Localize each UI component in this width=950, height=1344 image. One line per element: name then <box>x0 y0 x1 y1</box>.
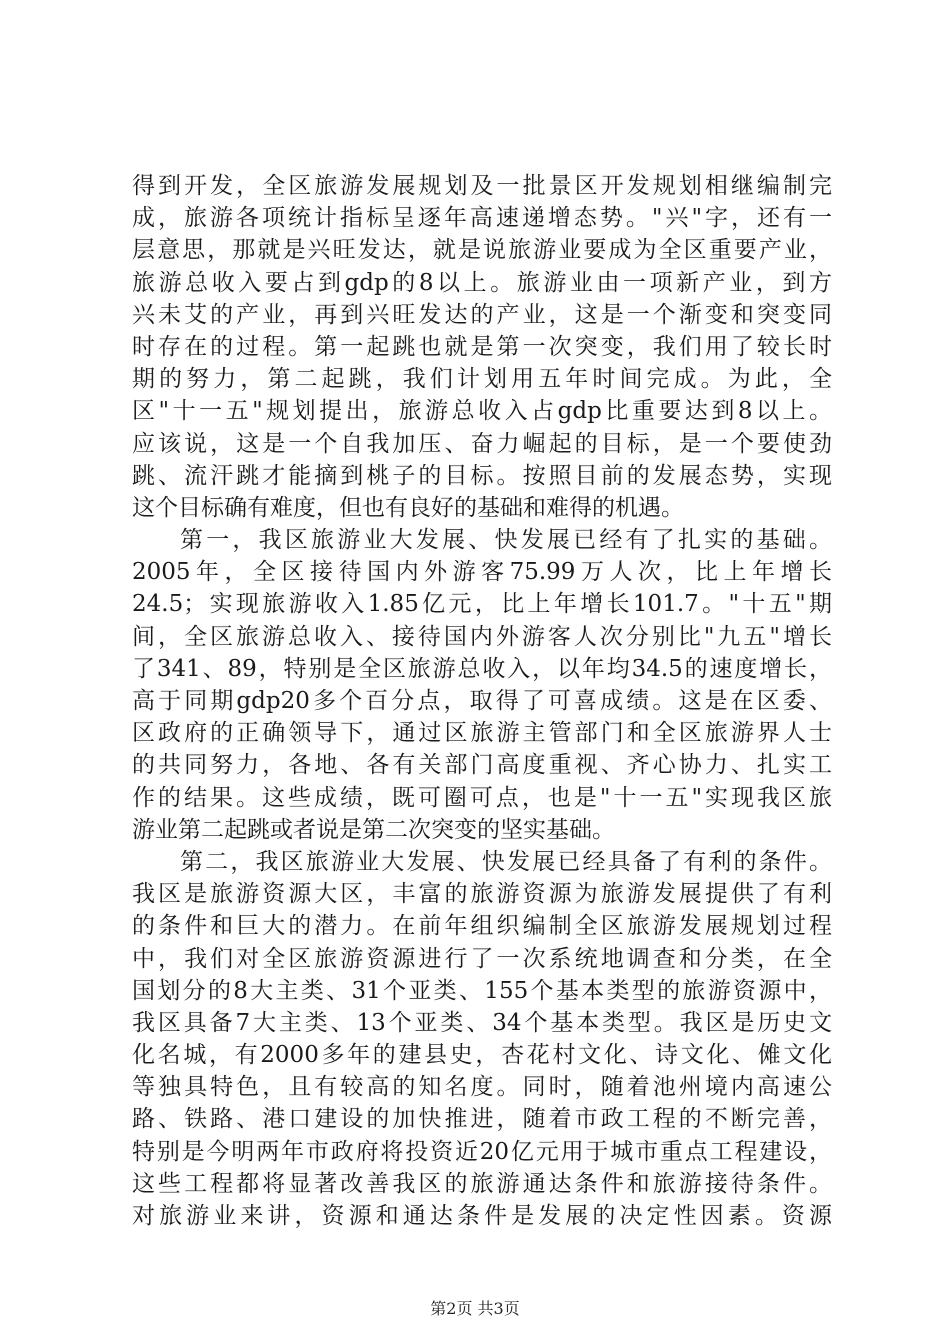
text-line: 中，我们对全区旅游资源进行了一次系统地调查和分类，在全 <box>132 945 832 972</box>
text-line: 高于同期gdp20多个百分点，取得了可喜成绩。这是在区委、 <box>132 688 832 714</box>
text-line: 应该说，这是一个自我加压、奋力崛起的目标，是一个要使劲 <box>132 430 832 457</box>
text-line: 跳、流汗跳才能摘到桃子的目标。按照目前的发展态势，实现 <box>132 462 832 489</box>
text-line: 期的努力，第二起跳，我们计划用五年时间完成。为此，全 <box>132 366 832 393</box>
text-line: 旅游总收入要占到gdp的8以上。旅游业由一项新产业，到方 <box>132 269 832 296</box>
text-line: 特别是今明两年市政府将投资近20亿元用于城市重点工程建设， <box>132 1138 832 1165</box>
text-line: 时存在的过程。第一起跳也就是第一次突变，我们用了较长时 <box>132 333 832 360</box>
text-line: 兴未艾的产业，再到兴旺发达的产业，这是一个渐变和突变同 <box>132 301 832 328</box>
text-line: 成，旅游各项统计指标呈逐年高速递增态势。"兴"字，还有一 <box>132 205 832 232</box>
text-line: 我区是旅游资源大区，丰富的旅游资源为旅游发展提供了有利 <box>132 881 832 908</box>
text-line: 这些工程都将显著改善我区的旅游通达条件和旅游接待条件。 <box>132 1170 832 1197</box>
text-line: 这个目标确有难度，但也有良好的基础和难得的机遇。 <box>132 494 684 521</box>
text-line: 区"十一五"规划提出，旅游总收入占gdp比重要达到8以上。 <box>132 398 832 425</box>
text-line: 的条件和巨大的潜力。在前年组织编制全区旅游发展规划过程 <box>132 913 832 940</box>
text-line: 的共同努力，各地、各有关部门高度重视、齐心协力、扎实工 <box>132 752 832 779</box>
text-line: 层意思，那就是兴旺发达，就是说旅游业要成为全区重要产业， <box>132 237 832 264</box>
paragraph-first-line: 第二，我区旅游业大发展、快发展已经具备了有利的条件。 <box>180 848 832 875</box>
text-line: 作的结果。这些成绩，既可圈可点，也是"十一五"实现我区旅 <box>132 784 832 811</box>
text-line: 国划分的8大主类、31个亚类、155个基本类型的旅游资源中， <box>132 977 832 1004</box>
page-footer: 第2页 共3页 <box>430 1299 520 1318</box>
text-line: 2005年，全区接待国内外游客75.99万人次，比上年增长 <box>132 559 832 586</box>
text-line: 等独具特色，且有较高的知名度。同时，随着池州境内高速公 <box>132 1074 832 1101</box>
text-line: 我区具备7大主类、13个亚类、34个基本类型。我区是历史文 <box>132 1009 832 1036</box>
text-line: 游业第二起跳或者说是第二次突变的坚实基础。 <box>132 816 615 843</box>
text-line: 了341、89，特别是全区旅游总收入，以年均34.5的速度增长， <box>132 655 832 682</box>
document-body <box>132 170 832 1232</box>
text-line: 间，全区旅游总收入、接待国内外游客人次分别比"九五"增长 <box>132 623 832 650</box>
paragraph-first-line: 第一，我区旅游业大发展、快发展已经有了扎实的基础。 <box>180 527 832 554</box>
text-line: 区政府的正确领导下，通过区旅游主管部门和全区旅游界人士 <box>132 720 832 747</box>
text-line: 24.5；实现旅游收入1.85亿元，比上年增长101.7。"十五"期 <box>132 591 832 618</box>
text-line: 路、铁路、港口建设的加快推进，随着市政工程的不断完善， <box>132 1106 832 1133</box>
text-line: 得到开发，全区旅游发展规划及一批景区开发规划相继编制完 <box>132 173 832 199</box>
text-line: 化名城，有2000多年的建县史，杏花村文化、诗文化、傩文化 <box>132 1042 832 1069</box>
text-line: 对旅游业来讲，资源和通达条件是发展的决定性因素。资源 <box>132 1203 832 1229</box>
